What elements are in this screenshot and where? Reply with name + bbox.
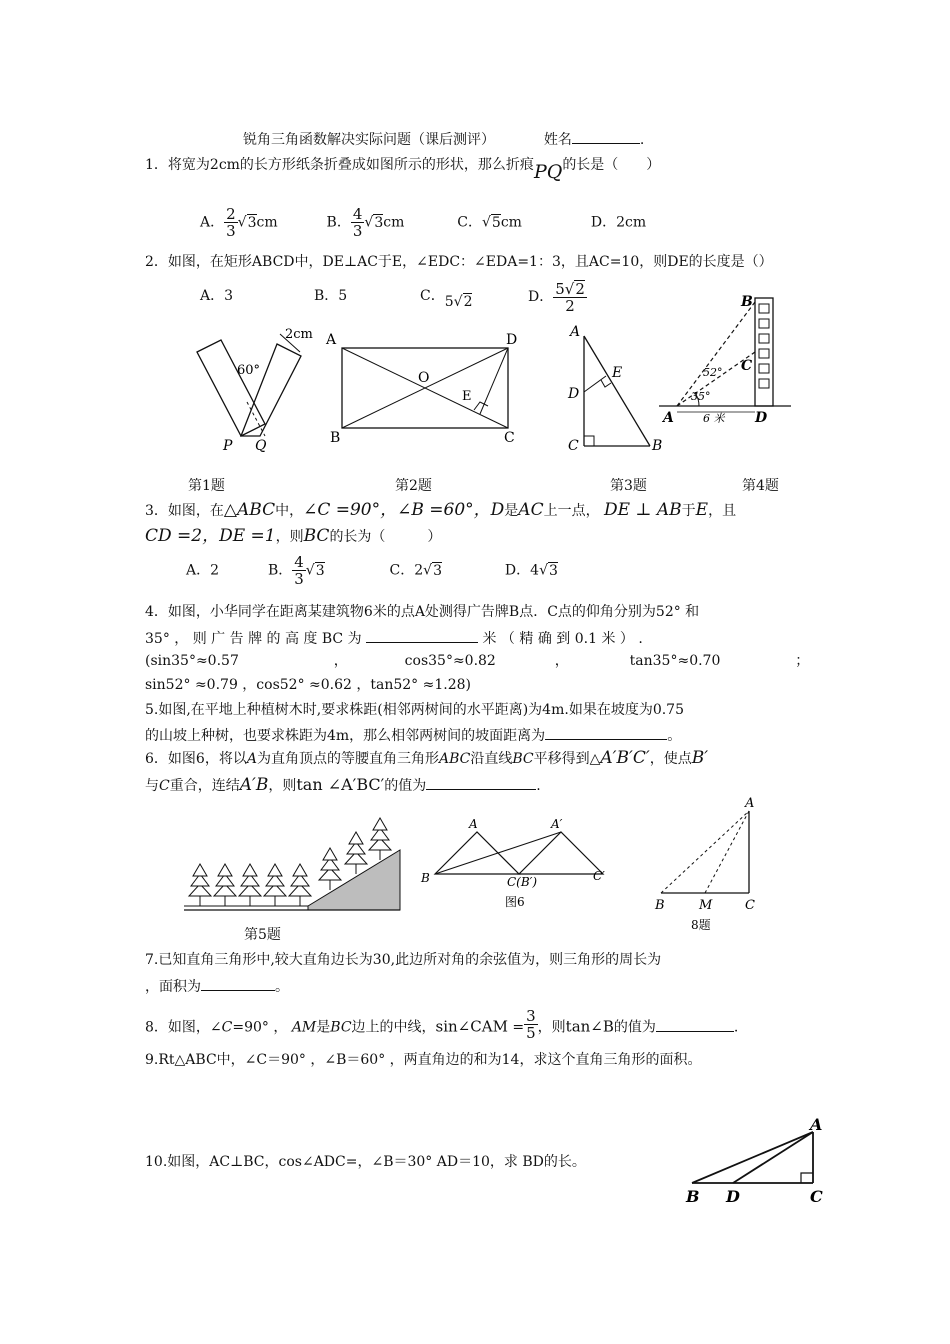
fig6-label-c2: C′ [593,869,605,883]
q3-b-num: 4 [294,553,304,571]
figure-2 [322,330,522,448]
q8-d: 边上的中线， [351,1019,436,1036]
figure-3 [560,322,670,457]
fig3-label-b: B [652,438,663,454]
q3-cond2: ∠B =60°， [397,500,491,520]
page-title: 锐角三角函数解决实际问题（课后测评） 姓名 . [243,129,644,149]
q6-answer-blank[interactable] [426,775,536,790]
tree-icon [189,864,211,906]
fig10-label-a: A [810,1115,823,1134]
q8-e: ，则 [537,1019,566,1036]
fig10-label-b: B [686,1187,700,1206]
q6-abc: ABC [438,751,471,767]
q6-tan: tan ∠A′BC′ [296,775,385,794]
tree-icon [345,832,367,874]
q8-a: 8．如图，∠ [145,1019,222,1036]
question-9: 9.Rt△ABC中，∠C＝90° ，∠B＝60° ，两直角边的和为14，求这个直角三角形的面积。 [145,1052,702,1068]
q5-answer-blank[interactable] [545,725,667,740]
fig1-label-q: Q [255,438,267,454]
q6-b2: B′ [691,748,709,768]
fig5-caption: 第5题 [244,927,281,943]
fig2-label-c: C [504,430,515,446]
q2-text: 2．如图，在矩形ABCD中，DE⊥AC于E，∠EDC：∠EDA=1：3，且AC=10，则DE的长度是（） [145,254,773,270]
question-3-line2 [145,527,441,546]
fig8-caption: 8题 [691,918,711,932]
fig4-caption: 第4题 [742,478,779,494]
q1-option-b[interactable]: B． [326,214,351,231]
q6-l2b: 重合，连结 [169,778,240,794]
q6-l1c: 沿直线 [470,751,513,767]
q6-bc: BC [512,751,534,767]
fig6-caption: 图6 [505,895,525,909]
q8-bc: BC [330,1019,352,1036]
fig4-label-a: A [663,410,674,426]
fig4-angle-52: 52° [703,366,723,379]
q3-l1f: ，且 [708,503,737,519]
q3-option-d[interactable]: D． [504,562,531,579]
q4-sep1: ， [333,653,348,669]
q1-a-unit: cm [256,214,278,231]
q8-b: =90° ， [232,1019,288,1036]
q3-b-den: 3 [294,570,304,588]
tree-icon [319,848,341,890]
figure-10 [680,1110,830,1210]
question-5-line1: 5.如图,在平地上种植树木时,要求株距(相邻两树间的水平距离)为4m.如果在坡度为0.75 [145,702,684,718]
q8-c: C [221,1019,233,1036]
q2-d-rad: 2 [575,280,585,298]
q1-b-den: 3 [352,222,363,240]
question-4-line3 [145,652,809,670]
q1-b-unit: cm [383,214,405,231]
q3-c-coef: 2 [414,562,424,579]
q1-b-rad: 3 [374,214,384,231]
q6-l1e: ，使点 [649,751,692,767]
q4-l2b: 米 （ 精 确 到 0.1 米 ） . [482,631,643,647]
q6-l2a: 与 [145,778,159,794]
q4-cos35: cos35°≈0.82 [404,653,496,669]
fig10-label-c: C [810,1187,823,1206]
question-5-line2 [145,725,681,745]
q3-bc: BC [303,526,330,546]
q4-sep3: ； [795,653,810,669]
figure-8 [645,795,765,935]
fig2-label-b: B [330,430,341,446]
name-blank[interactable] [572,129,640,144]
fig8-label-c: C [745,898,755,913]
q8-f: 的值为 [613,1019,656,1036]
fig3-caption: 第3题 [610,478,647,494]
q3-l1b: 中， [275,503,304,519]
fig2-label-e: E [462,389,472,404]
q6-c: C [159,778,170,794]
q2-d-label: D． [528,289,554,305]
q3-e: E [695,500,709,520]
fig6-label-a2: A′ [551,817,563,831]
question-1 [145,154,661,183]
q3-l1a: 3．如图，在 [145,503,224,519]
question-6-line1 [145,749,708,768]
q1-c-unit: cm [500,214,522,231]
fig6-label-b: B [421,871,430,885]
q2-c-label: C． [420,288,445,304]
q3-cond1: ∠C =90°， [303,500,398,520]
fig8-label-a: A [745,796,755,811]
fig2-label-a: A [326,332,337,348]
tree-icon [214,864,236,906]
name-label: 姓名 [543,132,572,148]
q8-eq: = [512,1019,525,1036]
q3-option-b[interactable]: B． [267,562,293,579]
q2-c-rad: 2 [463,294,473,310]
q6-ab2: A′B [239,775,269,795]
q8-g: . [733,1019,739,1036]
q3-option-c[interactable]: C． [389,562,415,579]
q2-option-b[interactable]: B．5 [313,288,348,304]
q8-am: AM [291,1019,317,1036]
figure-1 [185,322,325,457]
q1-pq: PQ [533,161,563,183]
q8-answer-blank[interactable] [656,1017,734,1032]
q3-c-rad: 3 [433,562,443,579]
question-3-line1 [145,501,736,520]
q1-option-d[interactable]: D．2cm [590,214,647,231]
question-2 [145,253,773,271]
question-4-line4: sin52° ≈0.79 ，cos52° ≈0.62 ，tan52° ≈1.28) [145,677,471,693]
fig1-caption: 第1题 [188,478,225,494]
q5-l2a: 的山坡上种树，也要求株距为4m，那么相邻两树间的坡面距离为 [145,728,546,744]
q4-sin35: (sin35°≈0.57 [145,653,239,669]
q1-option-a[interactable]: A． [200,214,225,231]
tree-icon [289,864,311,906]
q6-l1d: 平移得到△ [533,751,601,767]
q4-tan35: tan35°≈0.70 [629,653,721,669]
q2-option-d[interactable]: D． $\frac{5√2}{2}$ [528,280,585,315]
q3-ac: AC [518,500,544,520]
fig1-label-60: 60° [237,363,261,378]
q2-options-ab [200,287,347,305]
q3-tri: △ABC [223,500,276,520]
q6-l1a: 6．如图6，将以 [145,751,247,767]
fig10-label-d: D [726,1187,740,1206]
q7-l2a: ，面积为 [145,979,201,995]
q6-l2e: . [536,778,541,794]
q2-d-den: 2 [565,297,575,315]
fig4-angle-35: 35° [691,390,711,403]
q3-l1d: 上一点， [543,503,600,519]
q7-area-blank[interactable] [201,976,275,991]
q2-option-a[interactable]: A．3 [200,288,234,304]
q6-l2d: 的值为 [384,778,427,794]
fig2-label-d: D [506,332,518,348]
question-7-line2 [145,976,289,996]
q8-den: 5 [526,1024,536,1042]
fig8-label-b: B [655,898,665,913]
q4-l2a: 35° ， 则 广 告 牌 的 高 度 BC 为 [145,631,362,647]
fig3-label-a: A [570,324,581,340]
q6-l2c: ，则 [268,778,297,794]
fig3-label-c: C [568,438,579,454]
figure-5 [180,810,405,915]
q8-sin: sin∠CAM [435,1017,508,1036]
title-text: 锐角三角函数解决实际问题（课后测评） [243,132,495,148]
q1-a-den: 3 [226,222,236,240]
q3-l2c: 的长为（ ） [329,529,442,545]
q8-c-text: 是 [316,1019,331,1036]
q1-b-num: 4 [352,205,363,223]
q8-tan: tan∠B [565,1017,614,1036]
q3-b-rad: 3 [315,562,325,579]
q1-a-num: 2 [226,205,236,223]
q3-l1c: 是 [504,503,519,519]
q6-l1b: 为直角顶点的等腰直角三角形 [256,751,439,767]
q4-answer-blank[interactable] [366,628,478,643]
question-6-line2 [145,775,541,795]
question-4-line1: 4．如图，小华同学在距离某建筑物6米的点A处测得广告牌B点．C点的仰角分别为52° 和 [145,604,700,620]
fig8-label-m: M [699,898,713,913]
fig3-label-d: D [568,386,580,402]
fig6-label-a: A [469,817,478,831]
fig2-caption: 第2题 [395,478,432,494]
fig4-label-d: D [755,410,768,426]
q1-options: A． $\frac{2}{3}$ √3cm B． $\frac{4}{3}$ √3cm C．√5cm D．2cm [200,205,647,240]
q3-l2b: ，则 [275,529,304,545]
question-8 [145,1007,739,1044]
q1-tail: 的长是（ ） [562,157,661,173]
fig4-label-b: B [741,294,753,310]
tree-icon [264,864,286,906]
figure-6 [415,812,615,912]
fig4-label-c: C [741,358,753,374]
fig1-label-2cm: 2cm [285,327,313,342]
q7-l2b: 。 [275,979,289,995]
q5-l2b: 。 [667,728,682,744]
q1-c-rad: 5 [491,214,501,231]
question-10: 10.如图，AC⊥BC，cos∠ADC=，∠B＝30° AD＝10，求 BD的长。 [145,1154,586,1170]
q3-perp: DE ⊥ AB [604,500,682,520]
q6-a: A [246,751,257,767]
q3-d: D [490,500,505,520]
q2-option-c[interactable]: C．5√2 [420,288,473,310]
q8-num: 3 [526,1007,536,1025]
fig4-distance: 6 米 [703,412,725,425]
fig2-label-o: O [418,370,430,386]
question-7-line1: 7.已知直角三角形中,较大直角边长为30,此边所对角的余弦值为，则三角形的周长为 [145,952,662,968]
figure-4 [655,290,795,430]
q3-l2a: CD =2，DE =1 [145,526,276,546]
fig6-label-cb: C(B′) [507,875,538,889]
q3-d-coef: 4 [530,562,540,579]
q2-c-coef: 5 [444,294,454,310]
q6-abc2: A′B′C′ [600,748,650,768]
q3-l1e: 于 [681,503,696,519]
q2-d-coef: 5 [555,280,565,298]
q4-sep2: ， [554,653,569,669]
fig1-label-p: P [223,438,233,454]
tree-icon [239,864,261,906]
q1-a-rad: 3 [247,214,257,231]
q3-options: A．2 B． $\frac{4}{3}$ √3 C．2√3 D．4√3 [186,553,558,588]
q1-option-c[interactable]: C． [457,214,482,231]
fig3-label-e: E [612,365,623,381]
question-4-line2 [145,628,643,648]
q3-d-rad: 3 [549,562,558,579]
q1-text: 1．将宽为2cm的长方形纸条折叠成如图所示的形状，那么折痕 [145,157,534,173]
tree-icon [369,818,391,860]
q3-option-a[interactable]: A．2 [186,562,220,579]
